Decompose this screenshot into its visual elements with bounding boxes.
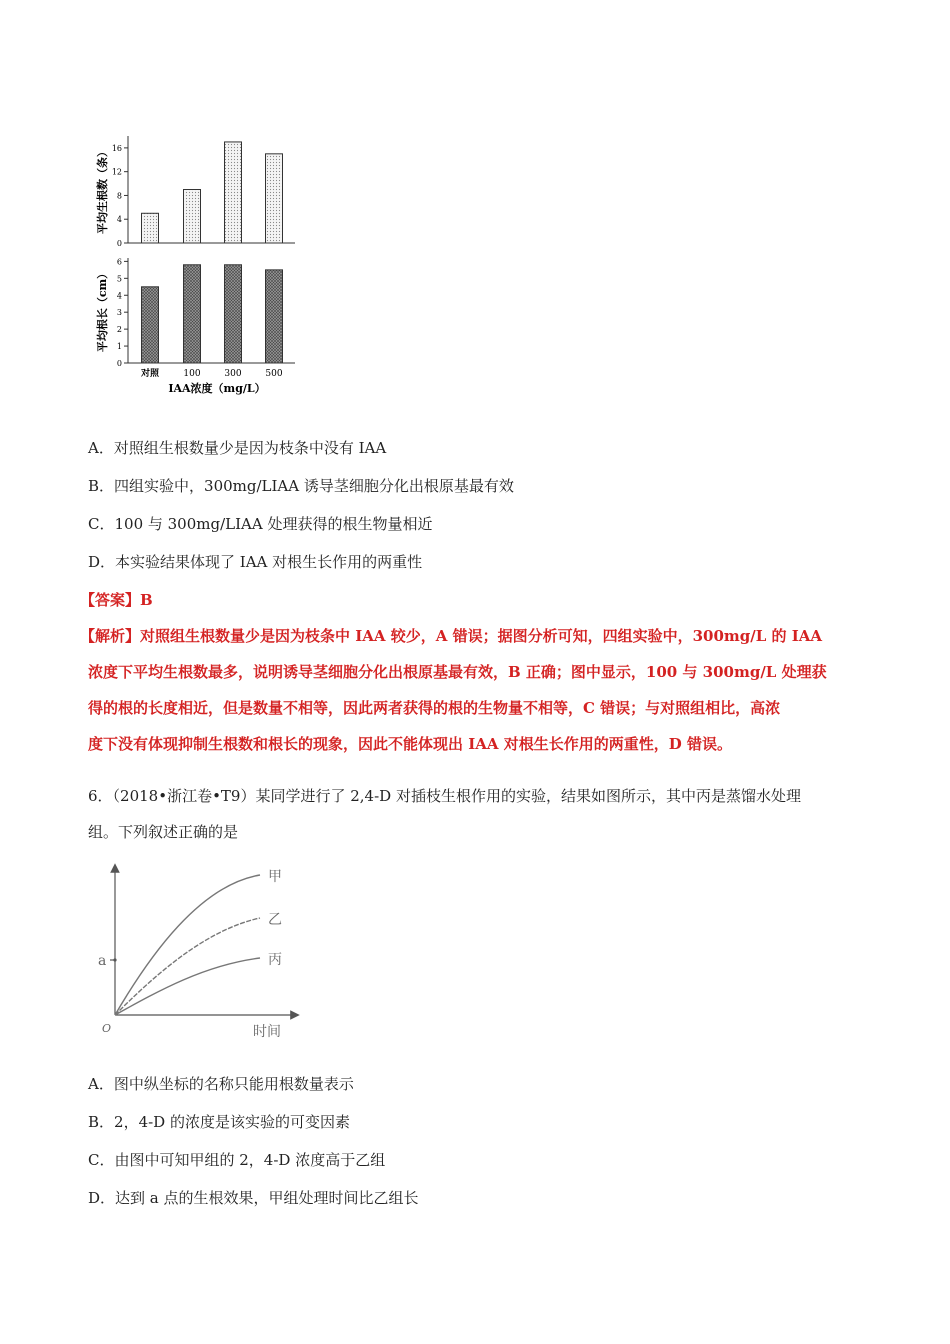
series-label-yi: 乙 [268, 912, 282, 928]
top-ylabel: 平均生根数（条） [96, 146, 109, 234]
top-bar [142, 213, 159, 243]
top-ytick-label: 12 [111, 167, 122, 177]
q5-option-d: D．本实验结果体现了 IAA 对根生长作用的两重性 [88, 553, 423, 571]
q6-option-d: D．达到 a 点的生根效果，甲组处理时间比乙组长 [88, 1189, 419, 1207]
iaa-bar-charts [95, 128, 310, 403]
curve-bing [115, 958, 260, 1015]
analysis-block [80, 618, 880, 762]
q6-stem-line-2: 组。下列叙述正确的是 [88, 823, 239, 841]
bottom-ytick-label: 4 [116, 291, 122, 301]
origin-label: O [102, 1022, 112, 1035]
bottom-bar [142, 287, 159, 363]
top-ytick-label: 4 [116, 215, 122, 225]
a-label: a [98, 953, 107, 969]
growth-curve-chart [90, 860, 300, 1045]
analysis-line-2: 浓度下平均生根数最多，说明诱导茎细胞分化出根原基最有效，B 正确；图中显示，100 与 300mg/L 处理获 [88, 663, 827, 681]
category-label: 500 [265, 369, 283, 379]
bottom-ytick-label: 5 [116, 274, 122, 284]
q6-stem-line-1: 6．（2018•浙江卷•T9）某同学进行了 2,4-D 对插枝生根作用的实验，结果如图所示，其中丙是蒸馏水处理 [88, 787, 801, 805]
bottom-ytick-label: 3 [116, 308, 122, 318]
q6-option-b: B．2，4-D 的浓度是该实验的可变因素 [88, 1113, 350, 1131]
analysis-line-1: 对照组生根数量少是因为枝条中 IAA 较少，A 错误；据图分析可知，四组实验中，300mg/L 的 IAA [140, 627, 823, 645]
top-bar [225, 142, 242, 243]
q5-option-c: C．100 与 300mg/LIAA 处理获得的根生物量相近 [88, 515, 433, 533]
top-ytick-label: 16 [111, 143, 122, 153]
bottom-xlabel: IAA浓度（mg/L） [168, 382, 266, 395]
series-label-bing: 丙 [268, 952, 282, 968]
x-label-time: 时间 [253, 1024, 281, 1040]
q6-option-a: A．图中纵坐标的名称只能用根数量表示 [88, 1075, 354, 1093]
analysis-label: 【解析】 [80, 627, 141, 645]
q5-option-b: B．四组实验中，300mg/LIAA 诱导茎细胞分化出根原基最有效 [88, 477, 514, 495]
bottom-ytick-label: 2 [116, 325, 122, 335]
bottom-bar [225, 265, 242, 363]
top-ytick-label: 8 [116, 191, 122, 201]
top-bar [184, 190, 201, 244]
q5-option-a: A．对照组生根数量少是因为枝条中没有 IAA [88, 439, 387, 457]
category-label: 对照 [140, 369, 160, 379]
answer-line [80, 589, 153, 610]
bottom-ylabel: 平均根长（cm） [96, 267, 109, 353]
bottom-bar [266, 270, 283, 363]
analysis-line-4: 度下没有体现抑制生根数和根长的现象，因此不能体现出 IAA 对根生长作用的两重性，D 错误。 [88, 735, 732, 753]
q6-stem [88, 778, 878, 850]
top-bar [266, 154, 283, 243]
bottom-ytick-label: 6 [116, 257, 122, 267]
answer-value: B [140, 591, 153, 609]
category-label: 300 [224, 369, 242, 379]
category-label: 100 [183, 369, 201, 379]
answer-label: 【答案】 [80, 591, 141, 609]
bottom-ytick-label: 1 [116, 342, 122, 352]
bottom-ytick-label: 0 [116, 359, 122, 368]
series-label-jia: 甲 [268, 869, 282, 885]
top-ytick-label: 0 [116, 239, 122, 248]
bottom-bar [184, 265, 201, 363]
q6-option-c: C．由图中可知甲组的 2，4-D 浓度高于乙组 [88, 1151, 386, 1169]
curve-yi [115, 918, 260, 1015]
analysis-line-3: 得的根的长度相近，但是数量不相等，因此两者获得的根的生物量不相等，C 错误；与对照组相比，高浓 [88, 699, 781, 717]
